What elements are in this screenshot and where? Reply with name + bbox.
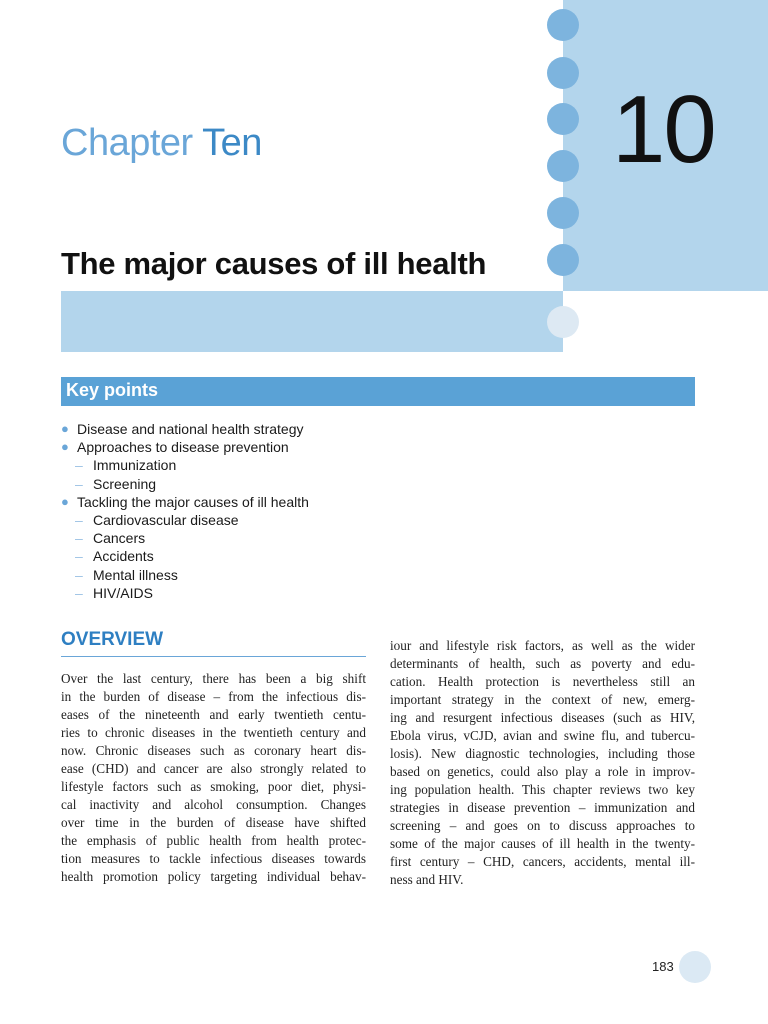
- body-text-line: first century – CHD, cancers, accidents, mental ill-: [390, 854, 695, 869]
- key-point-text: Approaches to disease prevention: [77, 439, 289, 456]
- body-text-line: ing population health. This chapter reviews two key: [390, 782, 695, 797]
- key-point-subitem: [61, 566, 309, 584]
- chapter-label: [61, 122, 262, 165]
- key-point-subitem: [61, 456, 309, 474]
- binding-dot-icon: [547, 150, 579, 182]
- binding-dot-icon: [547, 57, 579, 89]
- body-text-line: health promotion policy targeting individual behav-: [61, 869, 366, 884]
- en-dash-icon: –: [75, 584, 83, 601]
- overview-divider: [61, 656, 366, 657]
- body-text-line: over time in the burden of disease have shifted: [61, 815, 366, 830]
- en-dash-icon: –: [75, 475, 83, 492]
- chapter-label-number-word: Ten: [202, 122, 262, 164]
- body-text-line: ing and resurgent infectious diseases (such as HIV,: [390, 710, 695, 725]
- body-text-line: based on genetics, could also play a role in improv-: [390, 764, 695, 779]
- key-point-text: Mental illness: [93, 566, 178, 583]
- key-point-text: Immunization: [93, 457, 177, 474]
- binding-dot-icon: [547, 9, 579, 41]
- overview-heading: OVERVIEW: [61, 629, 164, 650]
- key-point-subitem: [61, 511, 309, 529]
- overview-column-left: [61, 670, 366, 886]
- binding-dot-icon: [547, 244, 579, 276]
- body-text-line: tion measures to tackle infectious diseases towards: [61, 851, 366, 866]
- key-point-subitem: [61, 547, 309, 565]
- body-text-line: eases of the nineteenth and early twentieth centu-: [61, 707, 366, 722]
- body-text-line: Ebola virus, vCJD, avian and swine flu, and tubercu-: [390, 728, 695, 743]
- bullet-dot-icon: ●: [61, 421, 69, 436]
- body-text-line: ease (CHD) and cancer are also strongly related to: [61, 761, 366, 776]
- body-text-line: now. Chronic diseases such as coronary heart dis-: [61, 743, 366, 758]
- body-text-line: losis). New diagnostic technologies, including those: [390, 746, 695, 761]
- chapter-title: The major causes of ill health: [61, 246, 487, 281]
- en-dash-icon: –: [75, 566, 83, 583]
- key-point-item: [61, 493, 309, 511]
- body-text-line: iour and lifestyle risk factors, as well as the wider: [390, 638, 695, 653]
- key-point-text: Tackling the major causes of ill health: [77, 493, 309, 510]
- binding-dot-icon: [547, 306, 579, 338]
- bullet-dot-icon: ●: [61, 493, 69, 509]
- body-text-line: in the burden of disease – from the infectious dis-: [61, 689, 366, 704]
- body-text-line: lifestyle factors such as smoking, poor diet, physi-: [61, 779, 366, 794]
- en-dash-icon: –: [75, 457, 83, 474]
- key-points-list: [61, 420, 309, 602]
- key-points-heading: Key points: [66, 380, 159, 400]
- page-dot-icon: [679, 951, 711, 983]
- body-text-line: ness and HIV.: [390, 872, 464, 887]
- key-point-text: HIV/AIDS: [93, 584, 153, 601]
- body-text-line: Over the last century, there has been a big shift: [61, 671, 366, 686]
- body-text-line: important strategy in the context of new, emerg-: [390, 692, 695, 707]
- key-point-text: Disease and national health strategy: [77, 421, 304, 437]
- key-points-header: [61, 377, 695, 406]
- key-point-text: Cancers: [93, 530, 146, 547]
- body-text-line: determinants of health, such as poverty and edu-: [390, 656, 695, 671]
- title-band: [61, 291, 563, 352]
- en-dash-icon: –: [75, 530, 83, 547]
- bullet-dot-icon: ●: [61, 439, 69, 455]
- binding-dot-icon: [547, 197, 579, 229]
- page-number: 183: [652, 959, 674, 974]
- body-text-line: cation. Health protection is nevertheless still an: [390, 674, 695, 689]
- body-text-line: the emphasis of public health from health protec-: [61, 833, 366, 848]
- key-point-subitem: [61, 475, 309, 493]
- chapter-label-word: Chapter: [61, 122, 193, 164]
- key-point-subitem: [61, 529, 309, 547]
- key-point-item: [61, 420, 309, 438]
- chapter-number: 10: [612, 76, 715, 183]
- key-point-item: [61, 438, 309, 456]
- body-text-line: cal inactivity and alcohol consumption. Changes: [61, 797, 366, 812]
- binding-dot-icon: [547, 103, 579, 135]
- en-dash-icon: –: [75, 512, 83, 529]
- key-point-text: Accidents: [93, 548, 154, 565]
- body-text-line: screening – and goes on to discuss approaches to: [390, 818, 695, 833]
- key-point-subitem: [61, 584, 309, 602]
- body-text-line: strategies in disease prevention – immunization and: [390, 800, 695, 815]
- key-point-text: Screening: [93, 475, 157, 492]
- body-text-line: some of the major causes of ill health in the twenty-: [390, 836, 695, 851]
- body-text-line: ries to chronic diseases in the twentieth century and: [61, 725, 366, 740]
- overview-column-right: [390, 637, 695, 889]
- key-point-text: Cardiovascular disease: [93, 512, 239, 529]
- en-dash-icon: –: [75, 548, 83, 565]
